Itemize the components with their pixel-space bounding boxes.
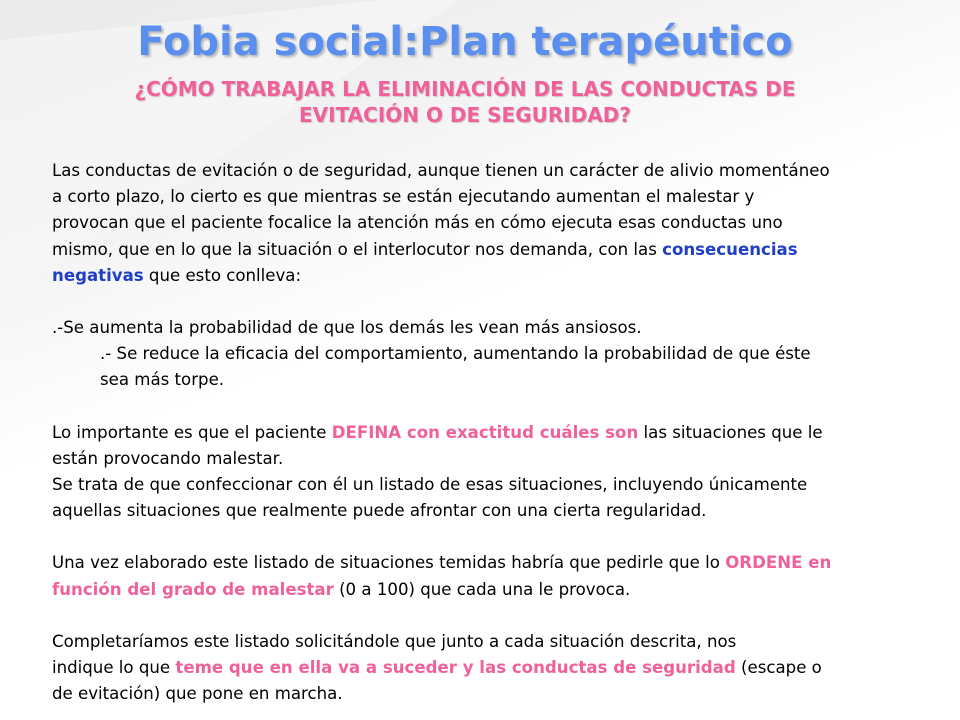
spacer <box>52 394 932 420</box>
para4-line1: Completaríamos este listado solicitándole que junto a cada situación descrita, nos <box>52 631 737 651</box>
slide-title: Fobia social:Plan terapéutico <box>137 19 793 65</box>
para2-line1-pre: Lo importante es que el paciente <box>52 422 332 442</box>
bullet-2-line-1: .- Se reduce la eficacia del comportamiento, aumentando la probabilidad de que éste <box>100 344 811 364</box>
slide-subtitle <box>0 76 930 128</box>
bullet-2 <box>52 341 932 393</box>
para2-line2: están provocando malestar. <box>52 448 284 468</box>
para2-line1-post: las situaciones que le <box>638 422 823 442</box>
highlight-teme: teme que en ella va a suceder y las conductas de seguridad <box>175 658 736 678</box>
highlight-consecuencias: consecuencias <box>662 239 798 259</box>
para4-line3: de evitación) que pone en marcha. <box>52 684 343 704</box>
highlight-grado-malestar: función del grado de malestar <box>52 579 334 599</box>
spacer <box>52 603 932 629</box>
spacer <box>52 524 932 550</box>
paragraph-order <box>52 550 932 602</box>
para1-line4: mismo, que en lo que la situación o el interlocutor nos demanda, con las <box>52 239 663 259</box>
spacer <box>52 289 932 315</box>
bullet-1: .-Se aumenta la probabilidad de que los demás les vean más ansiosos. <box>52 318 642 338</box>
highlight-defina: DEFINA con exactitud cuáles son <box>331 422 639 442</box>
highlight-ordene: ORDENE en <box>725 553 832 573</box>
para3-line2-post: (0 a 100) que cada una le provoca. <box>333 579 631 599</box>
paragraph-avoidance <box>52 158 932 289</box>
subtitle-line-1: ¿CÓMO TRABAJAR LA ELIMINACIÓN DE LAS CONDUCTAS DE <box>134 77 796 101</box>
bullet-2-line-2: sea más torpe. <box>100 370 225 390</box>
slide-body <box>52 158 932 707</box>
paragraph-define <box>52 420 932 525</box>
para3-line1-pre: Una vez elaborado este listado de situaciones temidas habría que pedirle que lo <box>52 553 726 573</box>
para1-line1: Las conductas de evitación o de seguridad, aunque tienen un carácter de alivio momentáneo <box>52 161 830 180</box>
para4-line2-post: (escape o <box>735 658 822 678</box>
highlight-negativas: negativas <box>52 265 144 285</box>
para2-line4: aquellas situaciones que realmente puede afrontar con una cierta regularidad. <box>52 501 707 521</box>
para1-line3: provocan que el paciente focalice la atención más en cómo ejecuta esas conductas uno <box>52 213 783 233</box>
subtitle-line-2: EVITACIÓN O DE SEGURIDAD? <box>298 103 631 127</box>
para1-line2: a corto plazo, lo cierto es que mientras se están ejecutando aumentan el malestar y <box>52 187 755 207</box>
para1-line5: que esto conlleva: <box>143 265 302 285</box>
para2-line3: Se trata de que confeccionar con él un listado de esas situaciones, incluyendo únicamente <box>52 475 808 495</box>
paragraph-complete <box>52 629 932 708</box>
para4-line2-pre: indique lo que <box>52 658 176 678</box>
